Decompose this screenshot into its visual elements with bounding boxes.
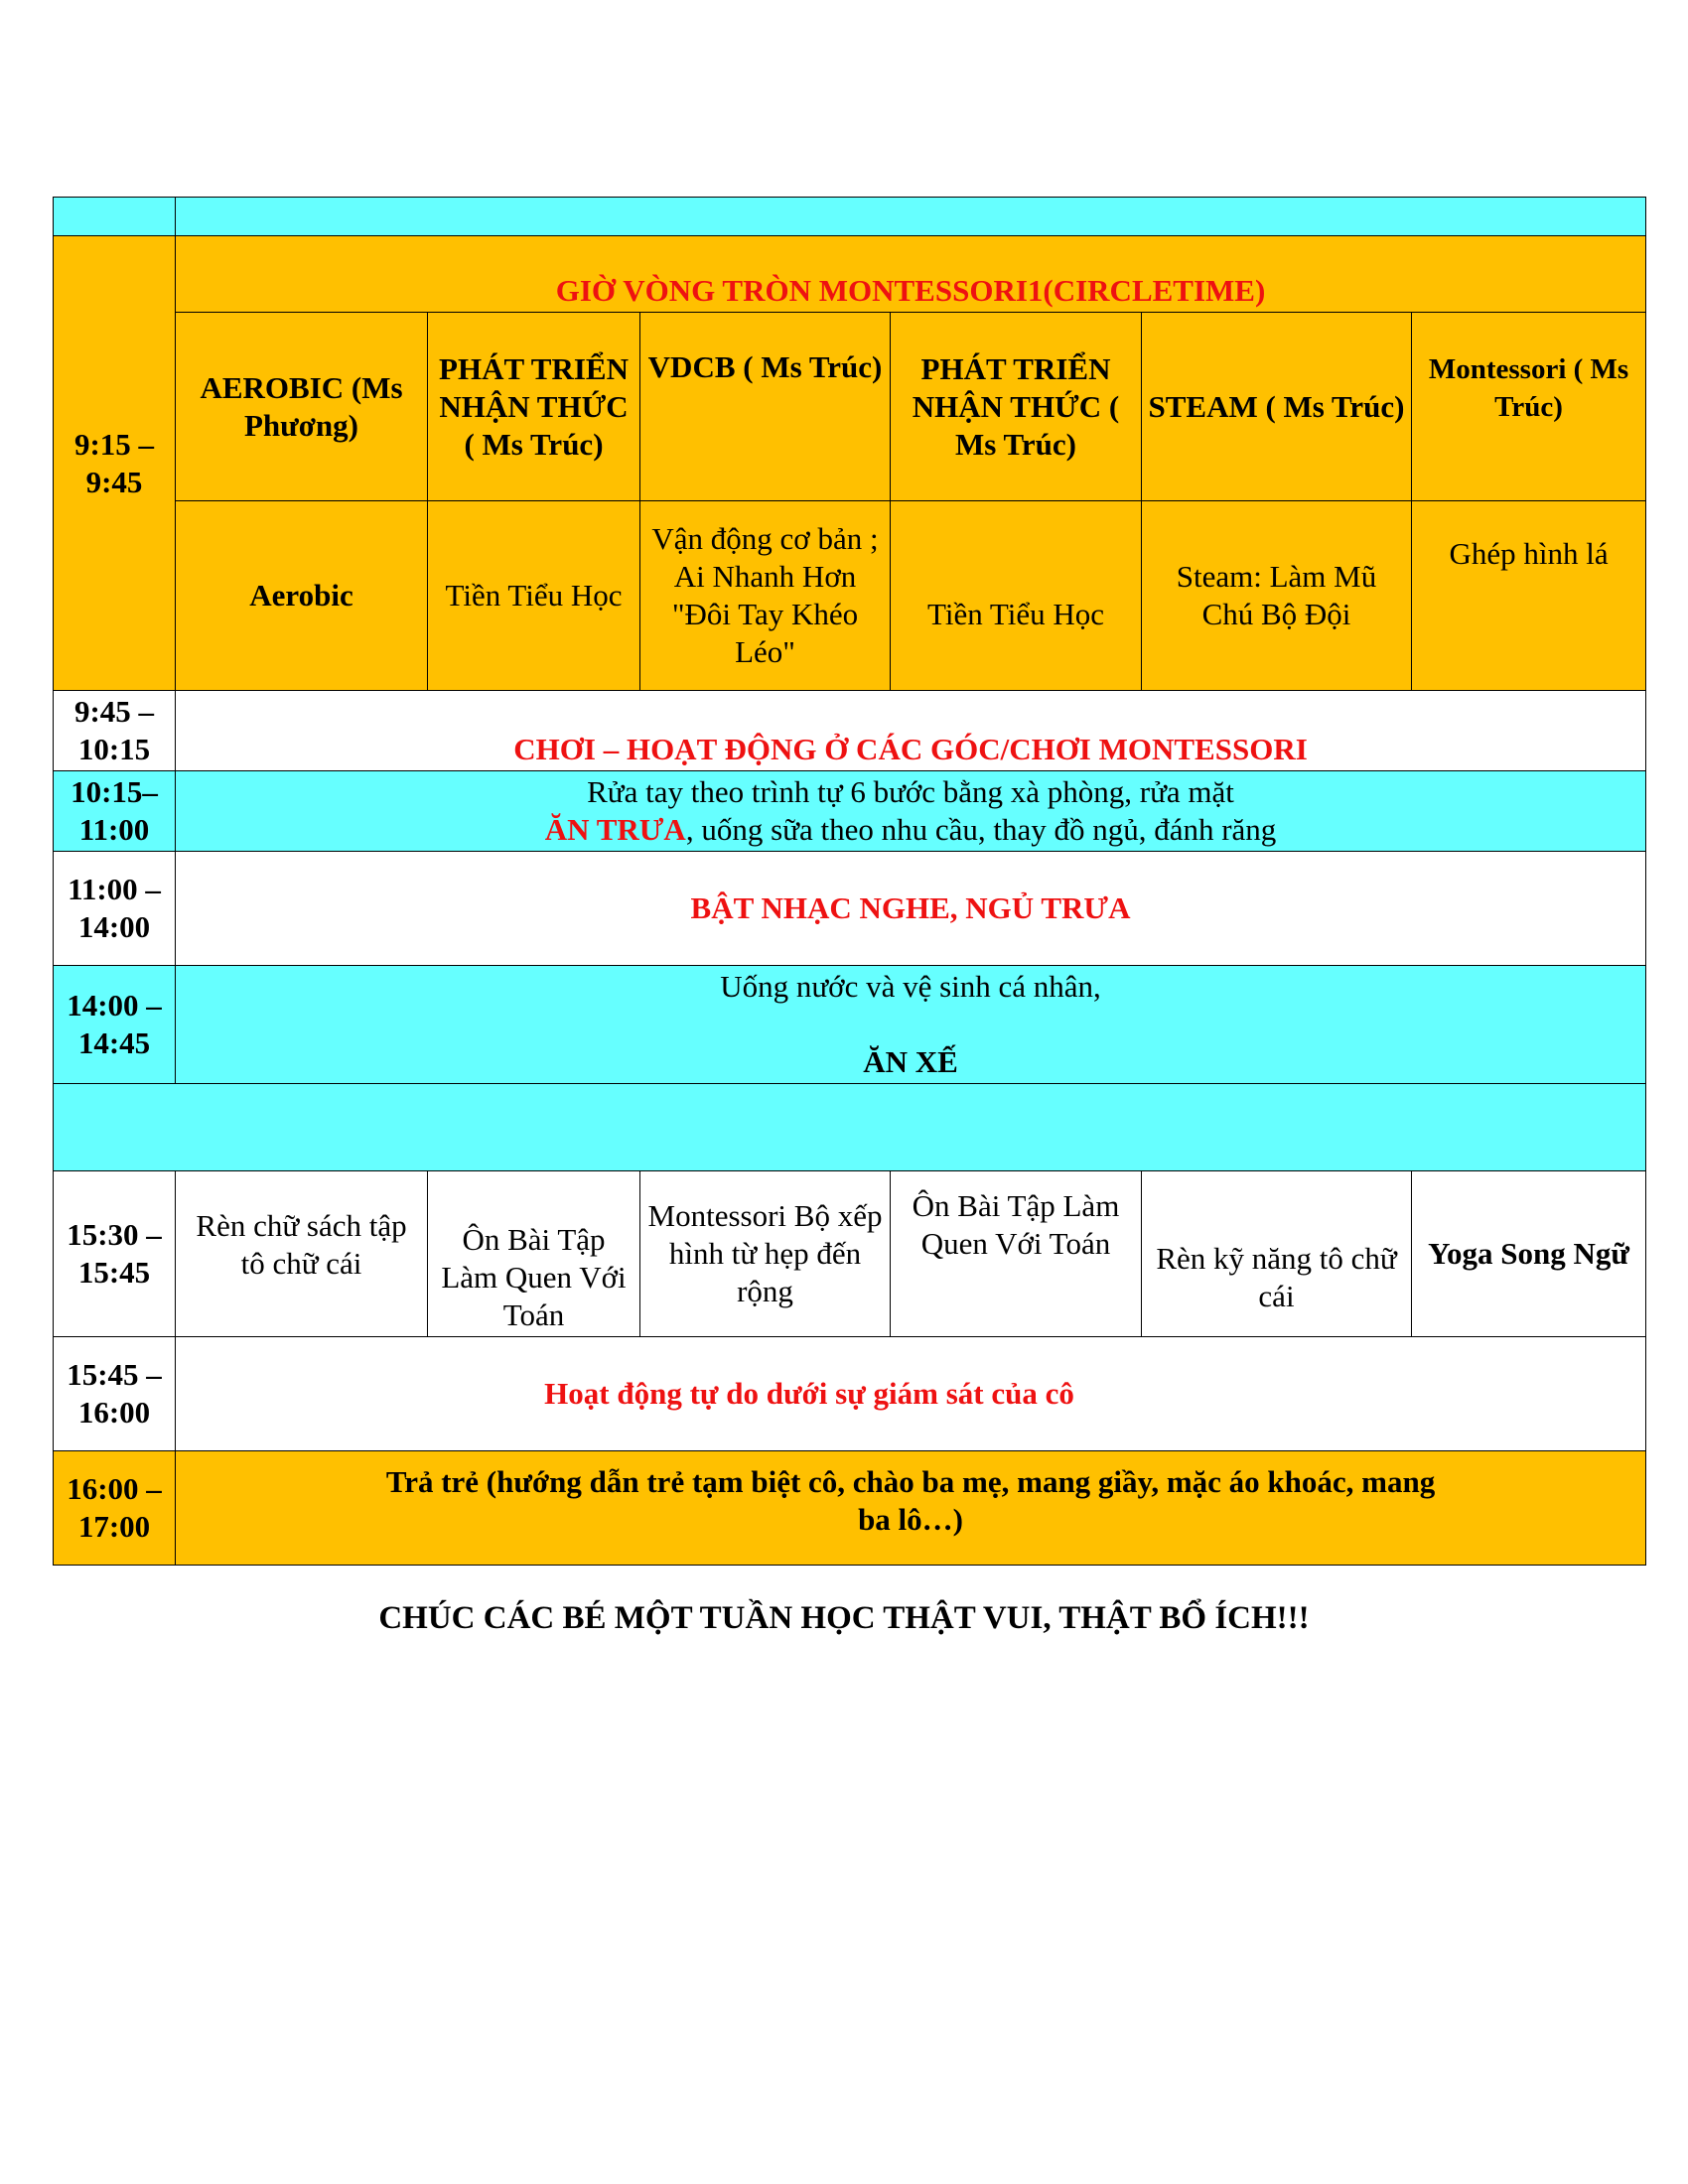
header-row [54, 198, 1646, 236]
afternoon-sat: Yoga Song Ngữ [1412, 1171, 1646, 1337]
time-cell-play: 9:45 – 10:15 [54, 691, 176, 771]
subject-thu: PHÁT TRIỂN NHẬN THỨC ( Ms Trúc) [891, 313, 1142, 501]
activities-row [54, 501, 1646, 691]
lunch-highlight: ĂN TRƯA [544, 812, 686, 847]
activity-fri: Steam: Làm Mũ Chú Bộ Đội [1142, 501, 1412, 691]
time-cell-snack: 14:00 – 14:45 [54, 966, 176, 1084]
pickup-text: Trả trẻ (hướng dẫn trẻ tạm biệt cô, chào ba mẹ, mang giầy, mặc áo khoác, mang ba lô…) [176, 1451, 1646, 1566]
header-time-cell [54, 198, 176, 236]
nap-row [54, 852, 1646, 966]
play-text: CHƠI – HOẠT ĐỘNG Ở CÁC GÓC/CHƠI MONTESSORI [176, 691, 1646, 771]
snack-spacer [182, 1006, 1639, 1043]
activity-mon: Aerobic [176, 501, 428, 691]
snack-row [54, 966, 1646, 1084]
snack-line-2: ĂN XẾ [863, 1044, 958, 1079]
break-row [54, 1084, 1646, 1171]
pickup-row [54, 1451, 1646, 1566]
lunch-line-2-rest: , uống sữa theo nhu cầu, thay đồ ngủ, đánh răng [685, 812, 1277, 847]
time-cell-lunch: 10:15– 11:00 [54, 771, 176, 852]
lunch-line-2 [182, 811, 1639, 849]
afternoon-mon: Rèn chữ sách tập tô chữ cái [176, 1171, 428, 1337]
circle-time-title: GIỜ VÒNG TRÒN MONTESSORI1(CIRCLETIME) [176, 236, 1646, 313]
activity-tue: Tiền Tiểu Học [428, 501, 640, 691]
subject-wed: VDCB ( Ms Trúc) [640, 313, 891, 501]
activity-thu: Tiền Tiểu Học [891, 501, 1142, 691]
circle-time-row [54, 236, 1646, 313]
time-cell-free-play: 15:45 – 16:00 [54, 1337, 176, 1451]
lunch-row [54, 771, 1646, 852]
subject-sat: Montessori ( Ms Trúc) [1412, 313, 1646, 501]
afternoon-thu: Ôn Bài Tập Làm Quen Với Toán [891, 1171, 1142, 1337]
time-cell-nap: 11:00 – 14:00 [54, 852, 176, 966]
afternoon-tue: Ôn Bài Tập Làm Quen Với Toán [428, 1171, 640, 1337]
subject-tue: PHÁT TRIỂN NHẬN THỨC ( Ms Trúc) [428, 313, 640, 501]
free-play-text: Hoạt động tự do dưới sự giám sát của cô [176, 1337, 1646, 1451]
afternoon-wed: Montessori Bộ xếp hình từ hẹp đến rộng [640, 1171, 891, 1337]
time-cell-morning: 9:15 – 9:45 [54, 236, 176, 691]
lunch-cell [176, 771, 1646, 852]
subjects-row [54, 313, 1646, 501]
snack-cell [176, 966, 1646, 1084]
play-row [54, 691, 1646, 771]
free-play-row [54, 1337, 1646, 1451]
activity-wed: Vận động cơ bản ; Ai Nhanh Hơn "Đôi Tay Khéo Léo" [640, 501, 891, 691]
lunch-line-1: Rửa tay theo trình tự 6 bước bằng xà phòng, rửa mặt [587, 774, 1234, 809]
activity-sat: Ghép hình lá [1412, 501, 1646, 691]
closing-message: CHÚC CÁC BÉ MỘT TUẦN HỌC THẬT VUI, THẬT BỔ ÍCH!!! [378, 1600, 1310, 1636]
schedule-table [53, 197, 1646, 1566]
time-cell-afternoon: 15:30 – 15:45 [54, 1171, 176, 1337]
afternoon-fri: Rèn kỹ năng tô chữ cái [1142, 1171, 1412, 1337]
afternoon-row [54, 1171, 1646, 1337]
time-cell-pickup: 16:00 – 17:00 [54, 1451, 176, 1566]
nap-text: BẬT NHẠC NGHE, NGỦ TRƯA [176, 852, 1646, 966]
break-cell [54, 1084, 1646, 1171]
subject-fri: STEAM ( Ms Trúc) [1142, 313, 1412, 501]
subject-mon: AEROBIC (Ms Phương) [176, 313, 428, 501]
snack-line-1: Uống nước và vệ sinh cá nhân, [720, 969, 1101, 1004]
header-content-cell [176, 198, 1646, 236]
